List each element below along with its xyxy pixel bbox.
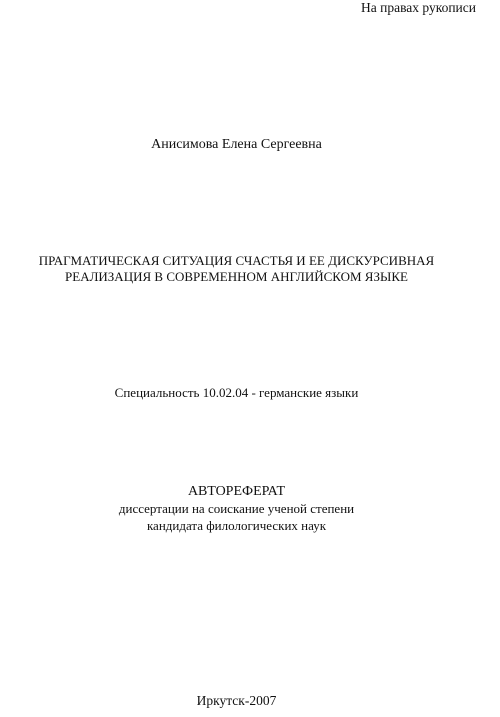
title-line-2: РЕАЛИЗАЦИЯ В СОВРЕМЕННОМ АНГЛИЙСКОМ ЯЗЫКЕ [65, 269, 408, 284]
title-line-1: ПРАГМАТИЧЕСКАЯ СИТУАЦИЯ СЧАСТЬЯ И ЕЕ ДИСКУРСИВНАЯ [38, 253, 435, 268]
city-year: Иркутск-2007 [196, 693, 277, 708]
abstract-line-2: кандидата филологических наук [146, 518, 327, 533]
author-name: Анисимова Елена Сергеевна [151, 137, 322, 152]
specialty-line: Специальность 10.02.04 - германские языки [114, 385, 359, 400]
rights-note: На правах рукописи [360, 0, 476, 15]
abstract-block [0, 483, 473, 534]
dissertation-title [0, 253, 473, 285]
abstract-line-1: диссертации на соискание ученой степени [118, 501, 355, 516]
abstract-heading: АВТОРЕФЕРАТ [187, 484, 286, 499]
